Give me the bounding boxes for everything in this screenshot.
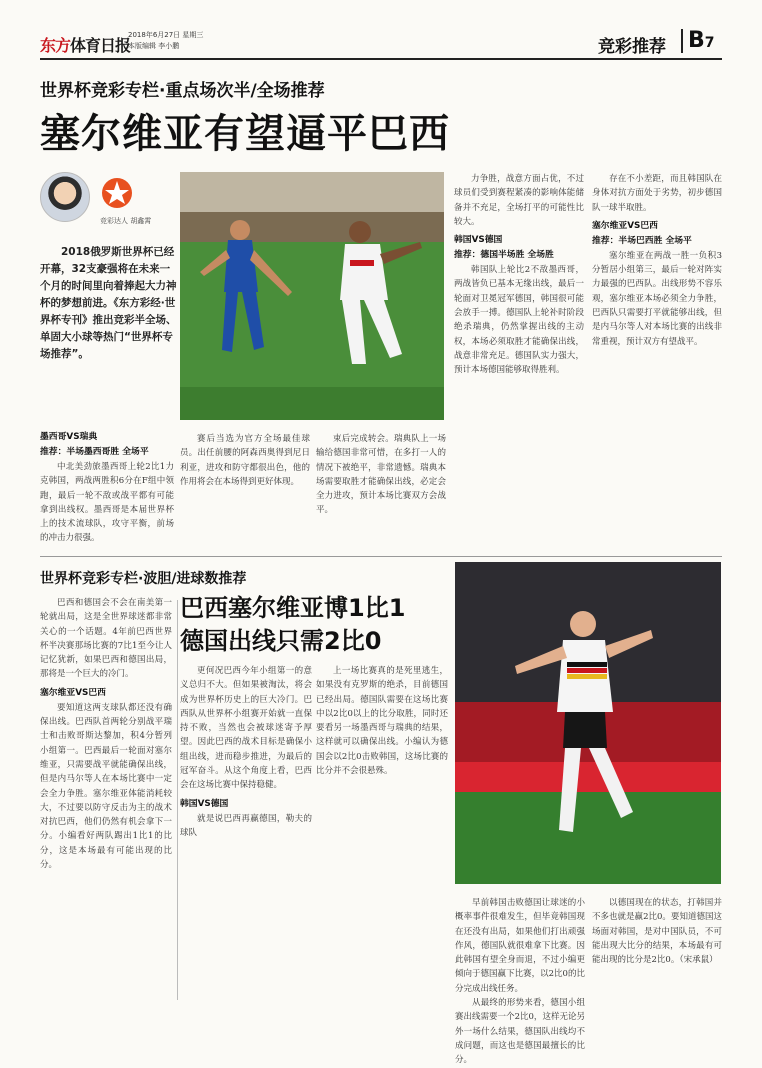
photo-neymar bbox=[180, 172, 444, 420]
feature1-col-5 bbox=[592, 172, 722, 550]
match-title: 塞尔维亚VS巴西 bbox=[592, 220, 658, 231]
col-body: 以德国现在的状态，打韩国并不多也就是赢2比0。要知道德国这场面对韩国，是对中国队员，不可能出现大比分的结果，本场最有可能出现的比分是2比0。（宋承鼠） bbox=[592, 898, 722, 966]
match-body: 塞尔维亚在两战一胜一负积3分暂居小组第三，最后一轮对阵实力最强的巴西队。出线形势不容乐观，塞尔维亚本场必须全力争胜，巴西队只需要打平就能够出线，但是内马尔等人对本场比赛的出线非常重视，预计双方有望战平。 bbox=[592, 250, 722, 347]
col-body: 更何况巴西今年小组第一的意义总归不大。但如果被淘汰，将会成为世界杯历史上的巨大冷门。巴西队从世界杯小组赛开始就一直保持不败，当然也会被球迷寄予厚望。因此巴西的战术目标是确保小组出线，进而稳步推进，为最后的冠军奋斗。从这个角度上看，巴西会在这场比赛中保持稳健。 bbox=[180, 666, 312, 791]
lead-body: 巴西和德国会不会在南美第一轮就出局，这是全世界球迷都非常关心的一个话题。4年前巴西世界杯半决赛那场比赛的7比1至今让人记忆犹新，如果巴西和德国出局，那将是一个巨大的冷门。 bbox=[40, 598, 172, 680]
column-rule bbox=[177, 600, 178, 1000]
match-title: 韩国VS德国 bbox=[180, 798, 229, 809]
feature2-kicker: 世界杯竞彩专栏·波胆/进球数推荐 bbox=[40, 571, 247, 587]
logo-rest: 体育日报 bbox=[70, 36, 131, 55]
feature1-col-2 bbox=[180, 432, 310, 550]
photo-neymar-illustration bbox=[180, 172, 444, 420]
col-body-2: 从最终的形势来看，德国小组赛出线需要一个2比0，这样无论另外一场什么结果，德国队出线均不成问题，而这也是德国最擅长的比分。 bbox=[455, 998, 585, 1066]
match-pick: 推荐：半场墨西哥胜 全场平 bbox=[40, 447, 149, 457]
match-body: 中北美劲旅墨西哥上轮2比1力克韩国，两战两胜积6分在F组中领跑，最后一轮不敌或战平都有可能拿到出线权。墨西哥是本届世界杯上的技术流球队，攻守平衡，前场的冲击力很强。 bbox=[40, 462, 174, 544]
page-digit: 7 bbox=[704, 35, 715, 51]
feature1-col-1 bbox=[40, 430, 174, 550]
col-body: 存在不小差距，而且韩国队在身体对抗方面处于劣势，初步德国队一球半取胜。 bbox=[592, 174, 722, 213]
col-body: 赛后当选为官方全场最佳球员。出任前腰的阿森西奥得到尼日利亚，进攻和防守都很出色，他的作用将会在本场得到更好体现。 bbox=[180, 434, 310, 487]
col-body: 早前韩国击败德国让球迷的小概率事件很难发生，但毕竟韩国现在还没有出局，如果他们打出顽强作风，德国队就很难拿下比赛。因此韩国有望全身而退，不过小编更倾向于德国赢下比赛，以2比0的比分完成出线任务。 bbox=[455, 898, 585, 994]
lottery-star-icon bbox=[100, 176, 134, 210]
col-body: 力争胜，战意方面占优，不过球员们受到赛程紧凑的影响体能储备并不充足，全场打平的可能性比较大。 bbox=[454, 174, 584, 227]
feature2-mid-col bbox=[180, 664, 312, 1020]
logo-brand: 东方 bbox=[40, 36, 71, 55]
match-title: 塞尔维亚VS巴西 bbox=[40, 687, 106, 698]
feature1-col-3 bbox=[316, 432, 446, 550]
match-title: 墨西哥VS瑞典 bbox=[40, 432, 98, 442]
feature2-headline: 巴西塞尔维亚博1比1 德国出线只需2比0 bbox=[180, 594, 406, 655]
editor-line: 本版编辑 李小鹏 bbox=[128, 42, 180, 50]
date-line: 2018年6月27日 星期三 bbox=[128, 31, 204, 39]
match-pick: 推荐：德国半场胜 全场胜 bbox=[454, 250, 554, 261]
feature1-intro: 2018俄罗斯世界杯已经开幕，32支豪强将在未来一个月的时间里向着捧起大力神杯的梦想前进。《东方彩经·世界杯专刊》推出竞彩半全场、单固大小球等热门“世界杯专场推荐”。 bbox=[40, 246, 177, 360]
col-body: 束后完成转会。瑞典队上一场输给德国非常可惜，在多打一人的情况下被绝平，非常遗憾。瑞典本场需要取胜才能确保出线，必定会全力进攻，预计本场比赛双方会战平。 bbox=[316, 434, 446, 516]
section-divider bbox=[40, 556, 722, 557]
feature1-kicker: 世界杯竞彩专栏·重点场次半/全场推荐 bbox=[40, 81, 325, 101]
feature1-headline: 塞尔维亚有望逼平巴西 bbox=[40, 111, 450, 157]
masthead-rule bbox=[40, 58, 722, 60]
col-body: 上一场比赛真的是死里逃生，如果没有克罗斯的绝杀，目前德国已经出局。德国队需要在这场比赛中以2比0以上的比分取胜，同时还要看另一场墨西哥与瑞典的结果，这样就可以确保出线。小编认为德国会以2比0击败韩国，这场比赛的比分并不会很悬殊。 bbox=[316, 666, 448, 777]
expert-label: 竞彩达人 胡鑫霄 bbox=[100, 217, 152, 225]
feature2-right-col bbox=[316, 664, 448, 1020]
feature2-left-col bbox=[40, 596, 172, 1020]
match-body: 韩国队上轮比2不敌墨西哥，两战皆负已基本无缘出线，最后一轮面对卫冕冠军德国，韩国很可能会放手一搏。德国队上轮补时阶段绝杀瑞典，仍然掌握出线的主动权，本场必须取胜才能确保出线，战意非常充足。德国队实力强大，预计本场德国能够取得胜利。 bbox=[454, 265, 584, 376]
section-title: 竞彩推荐 bbox=[598, 37, 666, 57]
match-body: 要知道这两支球队都还没有确保出线。巴西队首两轮分别战平瑞士和击败哥斯达黎加，积4分暂列小组第一。巴西最后一轮面对塞尔维亚，只需要战平就能确保出线，但是内马尔等人在本场比赛中一定会全力争胜。塞尔维亚体能消耗较大，不过要以防守反击为主的战术对抗巴西，他们仍然有机会拿下一分。小编看好两队踢出1比1的比分，这是本场最有可能出现的比分。 bbox=[40, 702, 172, 871]
expert-avatar bbox=[40, 172, 90, 222]
feature1-col-4 bbox=[454, 172, 584, 550]
page-letter: B bbox=[688, 28, 705, 53]
masthead-divider bbox=[681, 29, 683, 53]
photo-kroos bbox=[455, 562, 721, 884]
col-body-2: 就是说巴西再赢德国，勒夫的球队 bbox=[180, 813, 312, 838]
match-title: 韩国VS德国 bbox=[454, 235, 503, 246]
match-pick: 推荐：半场巴西胜 全场平 bbox=[592, 235, 692, 246]
feature2-bottom-col bbox=[455, 896, 585, 1066]
issue-meta bbox=[128, 30, 203, 52]
feature2-right-bottom-col bbox=[592, 896, 722, 1020]
page-number bbox=[688, 28, 715, 53]
photo-kroos-illustration bbox=[455, 562, 721, 884]
newspaper-logo bbox=[40, 33, 130, 56]
